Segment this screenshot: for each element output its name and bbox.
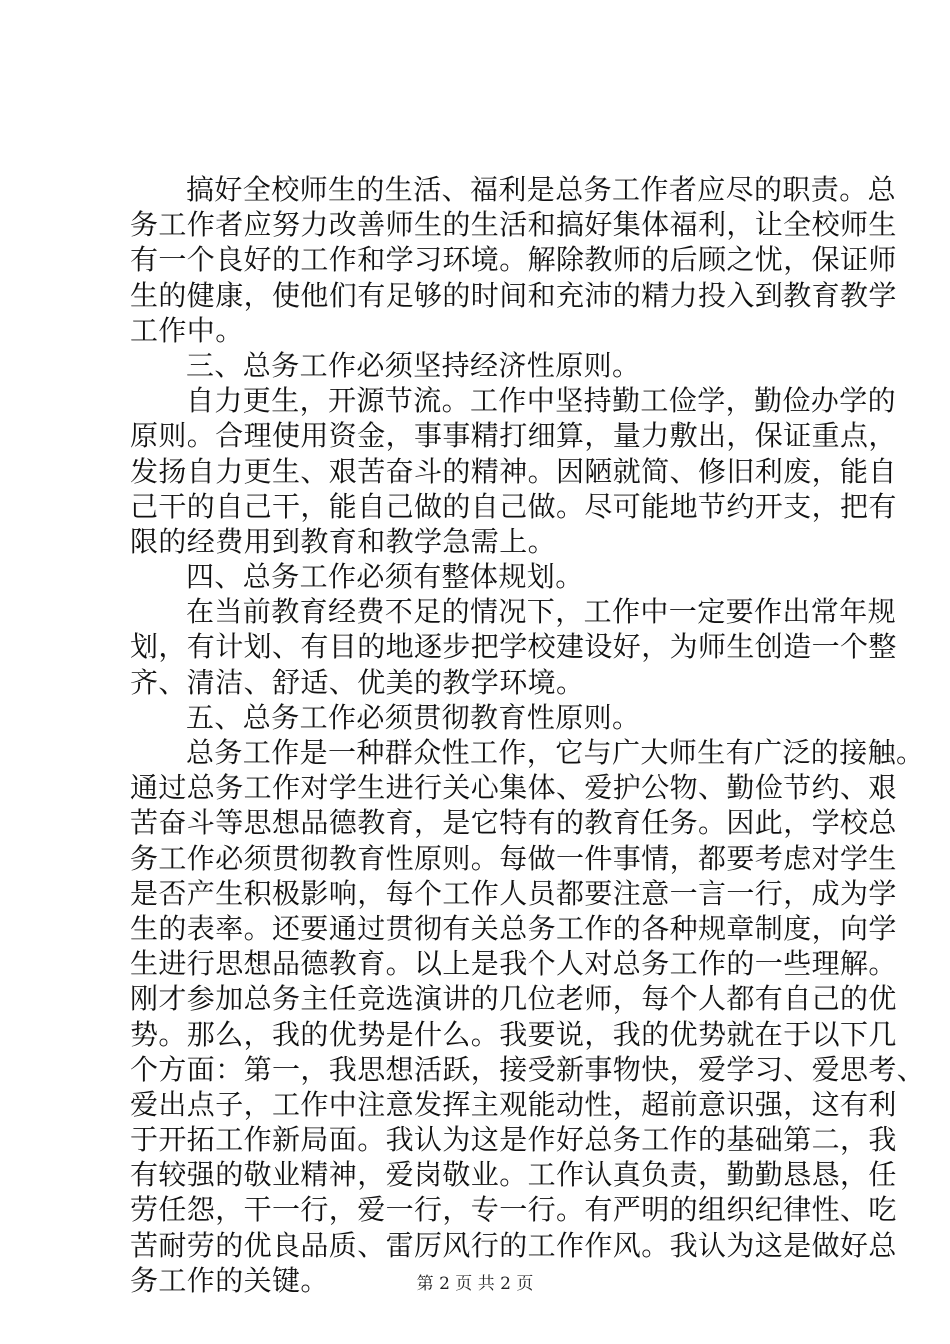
text-line: 个方面：第一，我思想活跃，接受新事物快，爱学习、爱思考、	[130, 1052, 926, 1086]
text-line: 划，有计划、有目的地逐步把学校建设好，为师生创造一个整	[130, 630, 897, 664]
text-line: 劳任怨，干一行，爱一行，专一行。有严明的组织纪律性、吃	[130, 1193, 897, 1227]
text-line: 总务工作是一种群众性工作，它与广大师生有广泛的接触。	[186, 736, 925, 769]
text-line: 自力更生，开源节流。工作中坚持勤工俭学，勤俭办学的	[186, 384, 897, 418]
text-line: 发扬自力更生、艰苦奋斗的精神。因陋就简、修旧利废，能自	[130, 454, 897, 488]
text-line: 齐、清洁、舒适、优美的教学环境。	[130, 665, 585, 699]
paragraph	[130, 594, 897, 700]
section-heading	[130, 559, 840, 594]
text-line: 务工作的关键。	[130, 1263, 329, 1297]
body-text	[130, 172, 926, 1298]
text-line: 务工作必须贯彻教育性原则。每做一件事情，都要考虑对学生	[130, 841, 897, 875]
text-line: 五、总务工作必须贯彻教育性原则。	[186, 700, 641, 734]
paragraph	[130, 735, 926, 1298]
text-line: 有较强的敬业精神，爱岗敬业。工作认真负责，勤勤恳恳，任	[130, 1158, 897, 1192]
text-line: 限的经费用到教育和教学急需上。	[130, 524, 557, 558]
text-line: 原则。合理使用资金，事事精打细算，量力敷出，保证重点，	[130, 419, 897, 453]
text-line: 势。那么，我的优势是什么。我要说，我的优势就在于以下几	[130, 1017, 897, 1051]
text-line: 爱出点子，工作中注意发挥主观能动性，超前意识强，这有利	[130, 1087, 897, 1121]
text-line: 务工作者应努力改善师生的生活和搞好集体福利，让全校师生	[130, 208, 897, 242]
paragraph	[130, 383, 897, 559]
text-line: 在当前教育经费不足的情况下，工作中一定要作出常年规	[186, 595, 897, 629]
text-line: 四、总务工作必须有整体规划。	[186, 560, 584, 594]
section-heading	[130, 348, 840, 383]
text-line: 己干的自己干，能自己做的自己做。尽可能地节约开支，把有	[130, 489, 897, 523]
text-line: 生的健康，使他们有足够的时间和充沛的精力投入到教育教学	[130, 278, 897, 312]
text-line: 三、总务工作必须坚持经济性原则。	[186, 348, 641, 382]
text-line: 生的表率。还要通过贯彻有关总务工作的各种规章制度，向学	[130, 911, 897, 945]
text-line: 刚才参加总务主任竞选演讲的几位老师，每个人都有自己的优	[130, 982, 897, 1016]
text-line: 是否产生积极影响，每个工作人员都要注意一言一行，成为学	[130, 876, 897, 910]
text-line: 有一个良好的工作和学习环境。解除教师的后顾之忧，保证师	[130, 243, 897, 277]
text-line: 通过总务工作对学生进行关心集体、爱护公物、勤俭节约、艰	[130, 771, 897, 805]
text-line: 于开拓工作新局面。我认为这是作好总务工作的基础第二，我	[130, 1123, 897, 1157]
text-line: 生进行思想品德教育。以上是我个人对总务工作的一些理解。	[130, 947, 897, 981]
section-heading	[130, 700, 840, 735]
text-line: 工作中。	[130, 313, 244, 347]
text-line: 苦奋斗等思想品德教育，是它特有的教育任务。因此，学校总	[130, 806, 897, 840]
paragraph	[130, 172, 897, 348]
text-line: 搞好全校师生的生活、福利是总务工作者应尽的职责。总	[186, 173, 897, 206]
page-number-footer: 第 2 页 共 2 页	[416, 1274, 534, 1294]
text-line: 苦耐劳的优良品质、雷厉风行的工作作风。我认为这是做好总	[130, 1228, 897, 1262]
